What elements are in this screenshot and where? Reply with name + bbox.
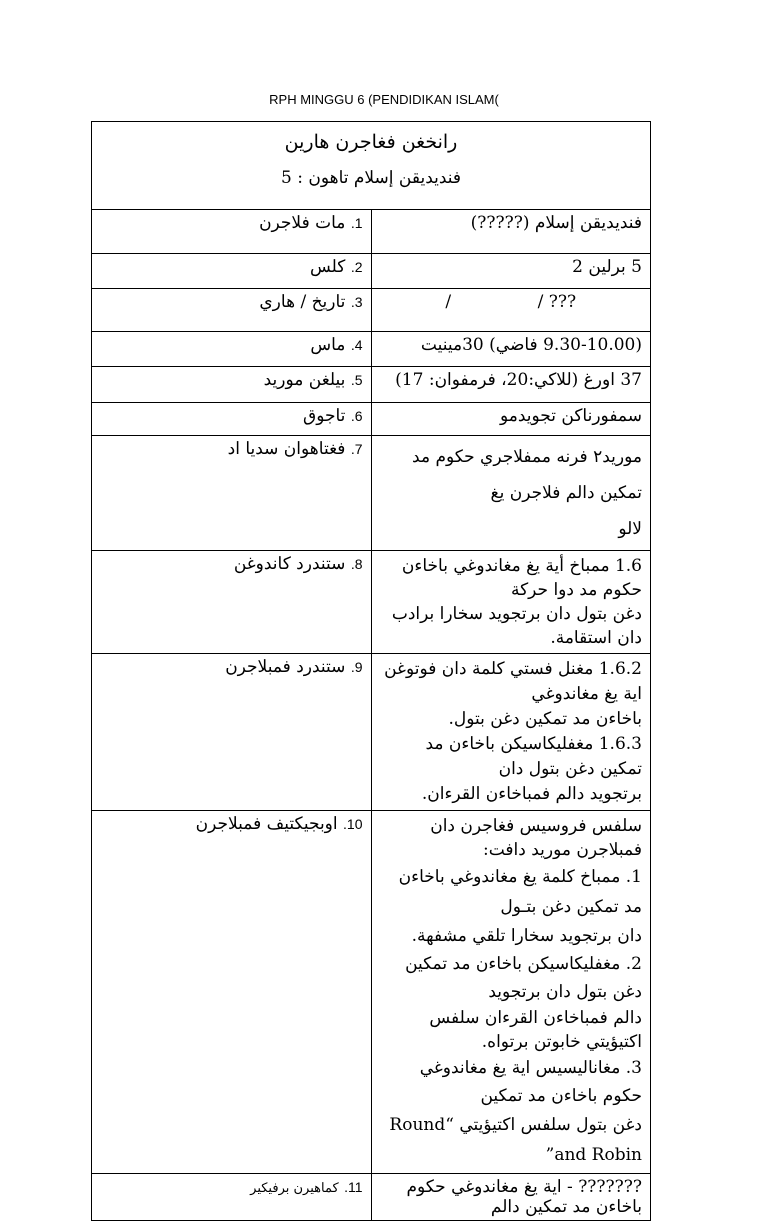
row-label [92, 1174, 372, 1221]
table-header-cell [92, 122, 651, 210]
learning-standard-line: باخاءن مد تمكين دغن بتول. [448, 709, 642, 729]
row-value [371, 551, 651, 654]
thinking-skills-value: ??????? - اية يغ مغاندوغي حكوم باخاءن مد تمكين دالم [406, 1177, 642, 1217]
row-label-text: ستندرد كاندوغن [233, 554, 346, 574]
row-label-text: مات فلاجرن [259, 213, 346, 233]
row-number: 9. [350, 659, 363, 675]
table-row [92, 403, 651, 436]
row-number: 8. [350, 556, 363, 572]
row-number: 10. [343, 816, 363, 832]
row-label-text: كماهيرن برفيكير [250, 1181, 339, 1196]
objective-line: دغن بتول سلفس اكتيؤيتي “Round and Robin” [389, 1115, 642, 1165]
row-number: 5. [350, 372, 363, 388]
table-row [92, 367, 651, 403]
table-header-row [92, 122, 651, 210]
row-value [371, 654, 651, 811]
row-value [371, 1174, 651, 1221]
row-number: 11. [344, 1179, 363, 1195]
learning-standard-line: 1.6.2 مغنل فستي كلمة دان فوتوغن اية يغ مغاندوغي [384, 659, 642, 704]
row-label-text: تاريخ / هاري [259, 292, 346, 312]
row-value [371, 254, 651, 289]
subject-value: فنديديقن إسلام (?????) [470, 213, 642, 233]
row-value [371, 289, 651, 332]
row-label [92, 811, 372, 1174]
objective-line: 2. مغفليكاسيكن باخاءن مد تمكين دغن بتول دان برتجويد [405, 954, 642, 1002]
objective-line: دان برتجويد سخارا تلقي مشفهة. [411, 926, 642, 946]
table-row [92, 289, 651, 332]
row-label [92, 210, 372, 254]
row-label-text: فغتاهوان سديا اد [227, 439, 346, 459]
row-value [371, 332, 651, 367]
document-title: RPH MINGGU 6 (PENDIDIKAN ISLAM( [269, 92, 499, 107]
objective-line: 1. ممباخ كلمة يغ مغاندوغي باخاءن مد تمكين دغن بتـول [398, 867, 642, 917]
table-row [92, 654, 651, 811]
row-number: 2. [350, 259, 363, 275]
row-value [371, 436, 651, 551]
student-count-value: 37 اورغ (للاكي:20، فرمفوان: 17) [395, 370, 642, 390]
objective-line: دالم فمباخاءن القرءان سلفس اكتيؤيتي خابوتن برتواه. [429, 1008, 642, 1052]
table-row [92, 210, 651, 254]
row-label-text: ماس [310, 335, 346, 355]
row-label [92, 403, 372, 436]
row-label [92, 654, 372, 811]
time-value: (9.30-10.00 فاضي) 30مينيت [420, 335, 642, 355]
lesson-plan-table [91, 121, 651, 1221]
plan-heading: رانخغن فغاجرن هارين [284, 131, 458, 153]
row-label [92, 436, 372, 551]
row-label-text: تاجوق [303, 406, 346, 426]
class-value: 5 برلين 2 [572, 257, 642, 277]
row-label-text: ستندرد فمبلاجرن [225, 657, 346, 677]
row-label-text: بيلغن موريد [263, 370, 346, 390]
table-row [92, 811, 651, 1174]
row-label [92, 289, 372, 332]
date-day-value: ??? / / [445, 292, 577, 312]
row-label [92, 254, 372, 289]
row-value [371, 403, 651, 436]
table-row [92, 332, 651, 367]
row-number: 7. [350, 441, 363, 457]
prior-knowledge-line: لالو [618, 519, 642, 539]
row-label-text: كلس [310, 257, 346, 277]
row-label-text: اوبجيكتيف فمبلاجرن [195, 814, 338, 834]
table-row [92, 551, 651, 654]
row-label [92, 367, 372, 403]
topic-value: سمفورناكن تجويدمو [499, 406, 642, 426]
row-value [371, 811, 651, 1174]
table-row [92, 254, 651, 289]
row-number: 3. [350, 294, 363, 310]
learning-standard-line: 1.6.3 مغفليكاسيكن باخاءن مد تمكين دغن بتول دان [425, 734, 642, 779]
subject-year: فنديديقن إسلام تاهون : 5 [280, 168, 462, 188]
row-number: 6. [350, 408, 363, 424]
content-standard-line: دغن بتول دان برتجويد سخارا برادب دان استقامة. [391, 604, 642, 648]
objective-line: 3. مغاناليسيس اية يغ مغاندوغي حكوم باخاءن مد تمكين [419, 1058, 642, 1106]
row-label [92, 551, 372, 654]
table-row [92, 436, 651, 551]
row-number: 4. [350, 337, 363, 353]
content-standard-line: 1.6 ممباخ أية يغ مغاندوغي باخاءن حكوم مد دوا حركة [401, 556, 642, 600]
row-value [371, 367, 651, 403]
objective-line: سلفس فروسيس فغاجرن دان فمبلاجرن موريد دافت: [430, 816, 642, 860]
table-row [92, 1174, 651, 1221]
row-label [92, 332, 372, 367]
row-value [371, 210, 651, 254]
prior-knowledge-line: موريد٢ فرنه ممفلاجري حكوم مد تمكين دالم فلاجرن يغ [412, 447, 642, 503]
learning-standard-line: برتجويد دالم فمباخاءن القرءان. [421, 784, 642, 804]
row-number: 1. [350, 215, 363, 231]
